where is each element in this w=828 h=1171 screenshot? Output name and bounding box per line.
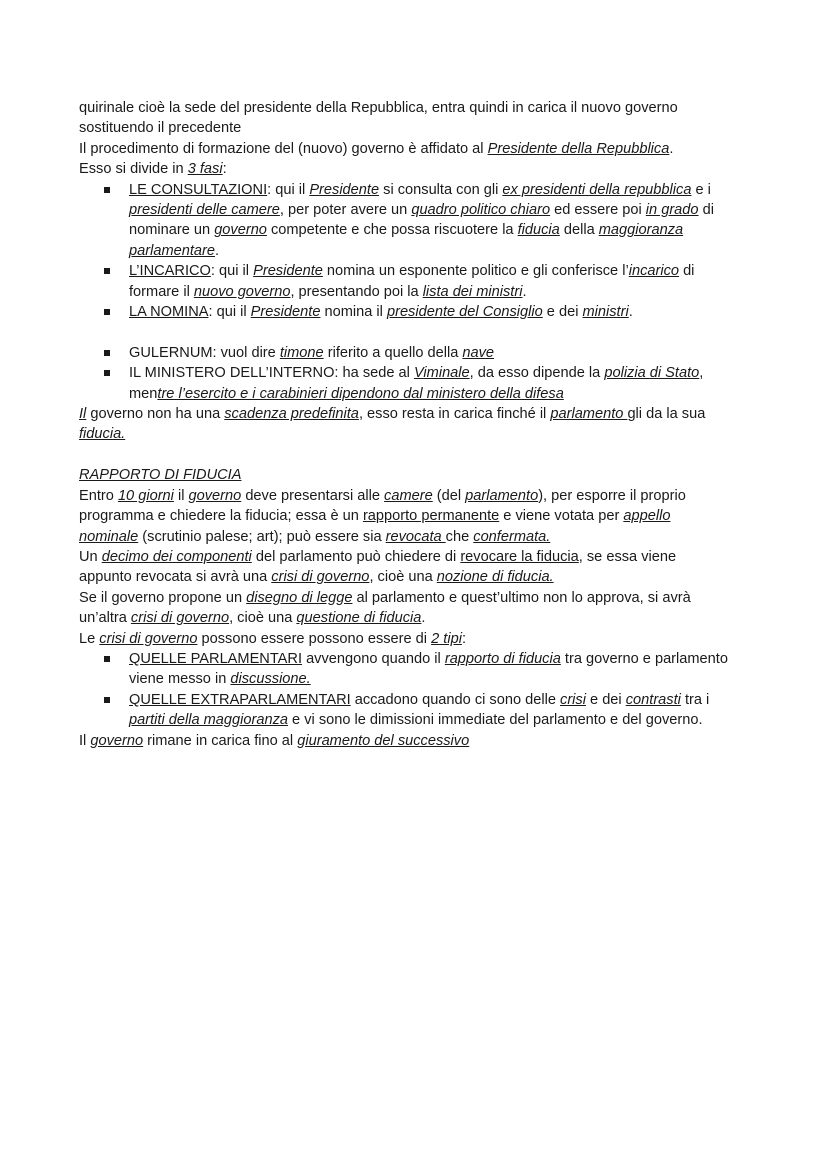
emphasized-text: parlamento [465, 487, 539, 504]
emphasized-text: ministri [582, 304, 629, 321]
text-line [129, 241, 749, 261]
text-line [79, 98, 749, 118]
bullet-list [79, 180, 749, 323]
text-line [129, 302, 749, 322]
paragraph [79, 98, 749, 180]
text-run: e i [691, 181, 711, 198]
emphasized-text: questione di fiducia [296, 610, 422, 627]
emphasized-text: parlamento [550, 406, 628, 423]
text-run: , [699, 365, 704, 382]
text-run: (scrutinio palese; art); può essere sia [138, 528, 386, 545]
text-run: riferito a quello della [323, 344, 463, 361]
emphasized-text: appello [623, 508, 671, 525]
text-run: , per poter avere un [279, 202, 412, 219]
text-run: del parlamento può chiedere di [251, 548, 461, 565]
emphasized-text: maggioranza [598, 222, 684, 239]
text-run: , esso resta in carica finché il [358, 406, 551, 423]
text-line [79, 506, 749, 526]
emphasized-text: giuramento del successivo [297, 732, 470, 749]
emphasized-text: governo [188, 487, 242, 504]
text-run: al parlamento e quest’ultimo non lo approva, si avrà [352, 589, 691, 606]
text-run: ), per esporre il proprio [538, 487, 686, 504]
list-item [79, 261, 749, 302]
square-bullet-icon [104, 350, 110, 356]
text-run: . [522, 283, 527, 300]
text-run: : qui il [208, 304, 251, 321]
text-run: : qui il [210, 263, 254, 280]
square-bullet-icon [104, 370, 110, 376]
text-run: formare il [129, 283, 194, 300]
emphasized-text: presidente del Consiglio [386, 304, 543, 321]
text-run: ed essere poi [550, 202, 646, 219]
emphasized-text: LE CONSULTAZIONI [129, 181, 268, 198]
text-line [79, 527, 749, 547]
text-line [79, 547, 749, 567]
emphasized-text: disegno di legge [246, 589, 353, 606]
emphasized-text: decimo dei componenti [101, 548, 252, 565]
emphasized-text: crisi [560, 691, 586, 708]
text-run: (del [432, 487, 466, 504]
emphasized-text: Presidente [250, 304, 321, 321]
emphasized-text: parlamentare [129, 242, 215, 259]
text-line [79, 608, 749, 628]
text-run: programma e chiedere la fiducia; essa è un [79, 508, 363, 525]
emphasized-text: fiducia. [79, 426, 126, 443]
emphasized-text: governo [214, 222, 267, 239]
emphasized-text: polizia di Stato [604, 365, 700, 382]
text-run: sostituendo il precedente [79, 120, 242, 137]
square-bullet-icon [104, 268, 110, 274]
emphasized-text: LA NOMINA [129, 304, 209, 321]
text-run: rimane in carica fino al [143, 732, 298, 749]
emphasized-text: contrasti [625, 691, 681, 708]
text-run: e dei [542, 304, 583, 321]
emphasized-text: lista dei ministri [422, 283, 523, 300]
text-run: , cioè una [229, 610, 297, 627]
text-run: : [461, 630, 466, 647]
text-run: . [669, 140, 674, 157]
text-run: , presentando poi la [290, 283, 423, 300]
text-line [129, 690, 749, 710]
text-line [79, 404, 749, 424]
list-item [79, 343, 749, 363]
blank-line [79, 322, 749, 342]
list-item [79, 180, 749, 262]
text-run: viene messo in [129, 671, 231, 688]
text-line [79, 731, 749, 751]
text-run: accadono quando ci sono delle [350, 691, 561, 708]
emphasized-text: ex presidenti della repubblica [502, 181, 692, 198]
text-run: si consulta con gli [379, 181, 503, 198]
emphasized-text: crisi di governo [130, 610, 230, 627]
emphasized-text: tre l’esercito e i carabinieri dipendono dal ministero della difesa [157, 385, 564, 402]
emphasized-text: Presidente [253, 263, 323, 280]
text-line [79, 159, 749, 179]
emphasized-text: Presidente della Repubblica [487, 140, 670, 157]
text-line [129, 261, 749, 281]
text-line [79, 139, 749, 159]
emphasized-text: timone [279, 344, 324, 361]
text-run: Il procedimento di formazione del (nuovo) governo è affidato al [79, 140, 488, 157]
text-run: e vi sono le dimissioni immediate del parlamento e del governo. [288, 712, 703, 729]
emphasized-text: Presidente [309, 181, 380, 198]
text-run: tra governo e parlamento [560, 650, 728, 667]
emphasized-text: Viminale [413, 365, 470, 382]
paragraph [79, 404, 749, 445]
emphasized-text: presidenti delle camere [129, 202, 280, 219]
text-line [79, 424, 749, 444]
square-bullet-icon [104, 309, 110, 315]
text-line [79, 465, 749, 485]
text-run: e dei [585, 691, 626, 708]
emphasized-text: incarico [628, 263, 680, 280]
text-line [79, 118, 749, 138]
emphasized-text: governo [90, 732, 144, 749]
text-run: quirinale cioè la sede del presidente della Repubblica, entra quindi in carica il nuovo governo [79, 100, 678, 116]
text-line [79, 588, 749, 608]
text-line [129, 282, 749, 302]
emphasized-text: Il [79, 406, 87, 423]
emphasized-text: 10 giorni [117, 487, 174, 504]
square-bullet-icon [104, 187, 110, 193]
text-run: , da esso dipende la [469, 365, 605, 382]
emphasized-text: scadenza predefinita [224, 406, 359, 423]
text-run: nominare un [129, 222, 215, 239]
text-run: . [628, 304, 633, 321]
emphasized-text: revocare la fiducia [460, 548, 579, 565]
text-run: il [173, 487, 189, 504]
text-run: della [559, 222, 599, 239]
text-run: Se il governo propone un [79, 589, 247, 606]
emphasized-text: quadro politico chiaro [411, 202, 551, 219]
list-item [79, 649, 749, 690]
emphasized-text: partiti della maggioranza [129, 712, 288, 729]
emphasized-text: nominale [79, 528, 139, 545]
list-item [79, 363, 749, 404]
text-run: Le [79, 630, 100, 647]
emphasized-text: 2 tipi [431, 630, 462, 647]
emphasized-text: QUELLE PARLAMENTARI [129, 650, 303, 667]
text-run: , cioè una [369, 569, 437, 586]
text-line [129, 343, 749, 363]
text-run: deve presentarsi alle [241, 487, 385, 504]
square-bullet-icon [104, 697, 110, 703]
emphasized-text: discussione. [230, 671, 311, 688]
bullet-list [79, 343, 749, 404]
emphasized-text: RAPPORTO DI FIDUCIA [79, 467, 242, 484]
text-line [129, 363, 749, 383]
text-run: nomina il [320, 304, 387, 321]
emphasized-text: in grado [645, 202, 699, 219]
text-run: appunto revocata si avrà una [79, 569, 272, 586]
text-run: Entro [79, 487, 118, 504]
paragraph [79, 465, 749, 649]
text-line [129, 384, 749, 404]
list-item [79, 302, 749, 322]
text-run: men [129, 385, 158, 402]
text-run: di [679, 263, 695, 280]
text-run: e viene votata per [499, 508, 624, 525]
text-run: Un [79, 548, 102, 565]
square-bullet-icon [104, 656, 110, 662]
text-line [129, 220, 749, 240]
emphasized-text: rapporto di fiducia [444, 650, 561, 667]
emphasized-text: crisi di governo [99, 630, 198, 647]
text-line [129, 649, 749, 669]
text-run: . [215, 242, 220, 259]
text-line [129, 669, 749, 689]
text-run: avvengono quando il [302, 650, 445, 667]
emphasized-text: confermata. [473, 528, 551, 545]
emphasized-text: QUELLE EXTRAPARLAMENTARI [129, 691, 351, 708]
text-run: tra i [680, 691, 710, 708]
emphasized-text: nozione di fiducia. [436, 569, 554, 586]
text-run: governo non ha una [86, 406, 225, 423]
text-run: Il [79, 732, 91, 749]
text-run: un’altra [79, 610, 131, 627]
text-run: nomina un esponente politico e gli conferisce l’ [322, 263, 629, 280]
emphasized-text: rapporto permanente [362, 508, 500, 525]
text-run: : [222, 161, 227, 178]
emphasized-text: nave [462, 344, 495, 361]
text-run: gli da la sua [627, 406, 706, 423]
emphasized-text: camere [384, 487, 433, 504]
text-run: , se essa viene [578, 548, 677, 565]
text-run: : qui il [267, 181, 310, 198]
text-line [129, 200, 749, 220]
emphasized-text: 3 fasi [187, 161, 223, 178]
text-run: che [445, 528, 474, 545]
list-item [79, 690, 749, 731]
emphasized-text: revocata [385, 528, 446, 545]
text-run: IL MINISTERO DELL’INTERNO: ha sede al [129, 365, 414, 382]
paragraph [79, 731, 749, 751]
text-line [129, 710, 749, 730]
emphasized-text: nuovo governo [193, 283, 291, 300]
text-line [129, 180, 749, 200]
text-run: competente e che possa riscuotere la [266, 222, 518, 239]
emphasized-text: crisi di governo [271, 569, 370, 586]
text-line [79, 629, 749, 649]
bullet-list [79, 649, 749, 731]
text-run: di [698, 202, 714, 219]
document-body [79, 98, 749, 751]
text-line [79, 486, 749, 506]
text-run: possono essere possono essere di [197, 630, 432, 647]
emphasized-text: L’INCARICO [129, 263, 211, 280]
text-run: . [421, 610, 426, 627]
text-line [79, 567, 749, 587]
text-run: Esso si divide in [79, 161, 188, 178]
blank-line [79, 445, 749, 465]
emphasized-text: fiducia [517, 222, 560, 239]
text-run: GULERNUM: vuol dire [129, 344, 280, 361]
